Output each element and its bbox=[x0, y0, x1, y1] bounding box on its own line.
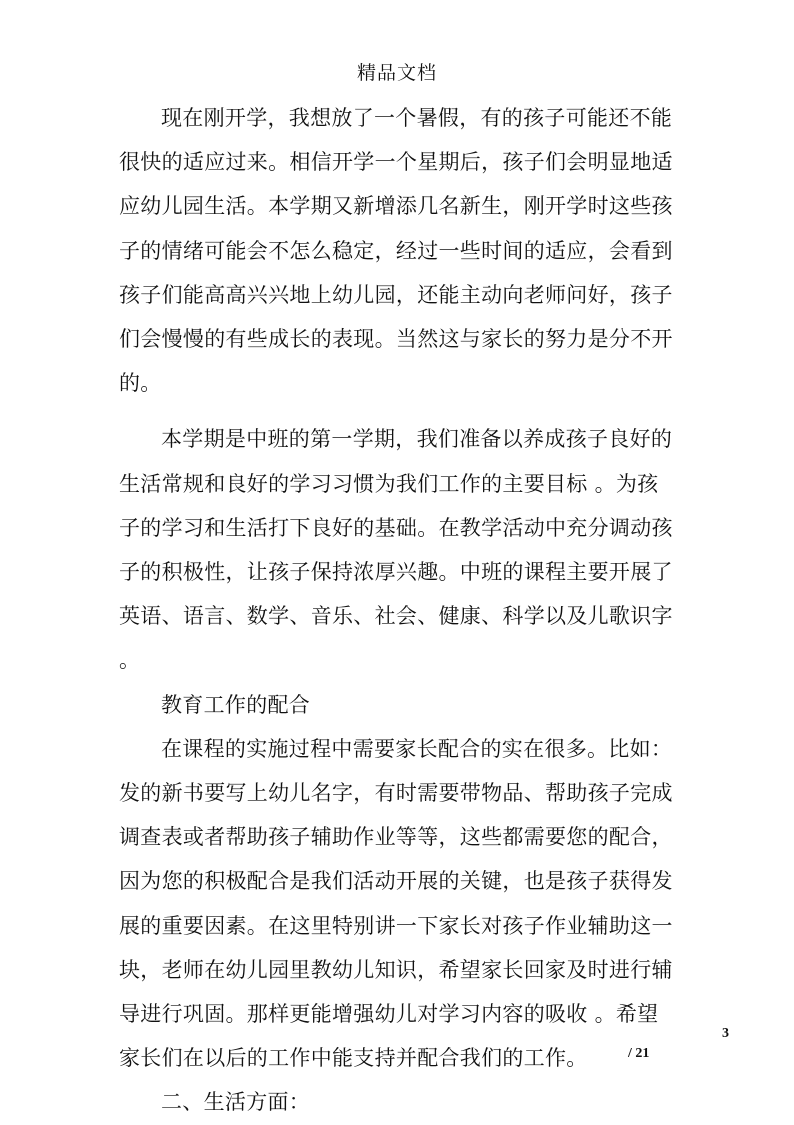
document-header-title: 精品文档 bbox=[356, 62, 437, 84]
document-body bbox=[119, 96, 679, 1125]
paragraph-adaptation: 现在刚开学，我想放了一个暑假，有的孩子可能还不能很快的适应过来。相信开学一个星期后，孩子们会明显地适应幼儿园生活。本学期又新增添几名新生，刚开学时这些孩子的情绪可能会不怎么稳定，经过一些时间的适应，会看到孩子们能高高兴兴地上幼儿园，还能主动向老师问好，孩子们会慢慢的有些成长的表现。当然这与家长的努力是分不开的。 bbox=[119, 106, 673, 396]
paragraph-parent-cooperation: 在课程的实施过程中需要家长配合的实在很多。比如：发的新书要写上幼儿名字，有时需要带物品、帮助孩子完成调查表或者帮助孩子辅助作业等等，这些都需要您的配合，因为您的积极配合是我们活动开展的关键，也是孩子获得发展的重要因素。在这里特别讲一下家长对孩子作业辅助这一块，老师在幼儿园里教幼儿知识，希望家长回家及时进行辅导进行巩固。那样更能增强幼儿对学习内容的吸收 。希望家长们在以后的工作中能支持并配合我们的工作。 bbox=[119, 736, 673, 1071]
page-total: / 21 bbox=[628, 1046, 650, 1061]
section-heading-education-cooperation: 教育工作的配合 bbox=[161, 692, 311, 717]
paragraph-semester-goals: 本学期是中班的第一学期，我们准备以养成孩子良好的生活常规和良好的学习习惯为我们工作的主要目标 。为孩子的学习和生活打下良好的基础。在教学活动中充分调动孩子的积极性，让孩子保持浓厚兴趣。中班的课程主要开展了英语、语言、数学、音乐、社会、健康、科学以及儿歌识字 。 bbox=[119, 427, 673, 673]
section-heading-life: 二、生活方面： bbox=[161, 1090, 311, 1115]
page-number: 3 bbox=[722, 1026, 729, 1041]
